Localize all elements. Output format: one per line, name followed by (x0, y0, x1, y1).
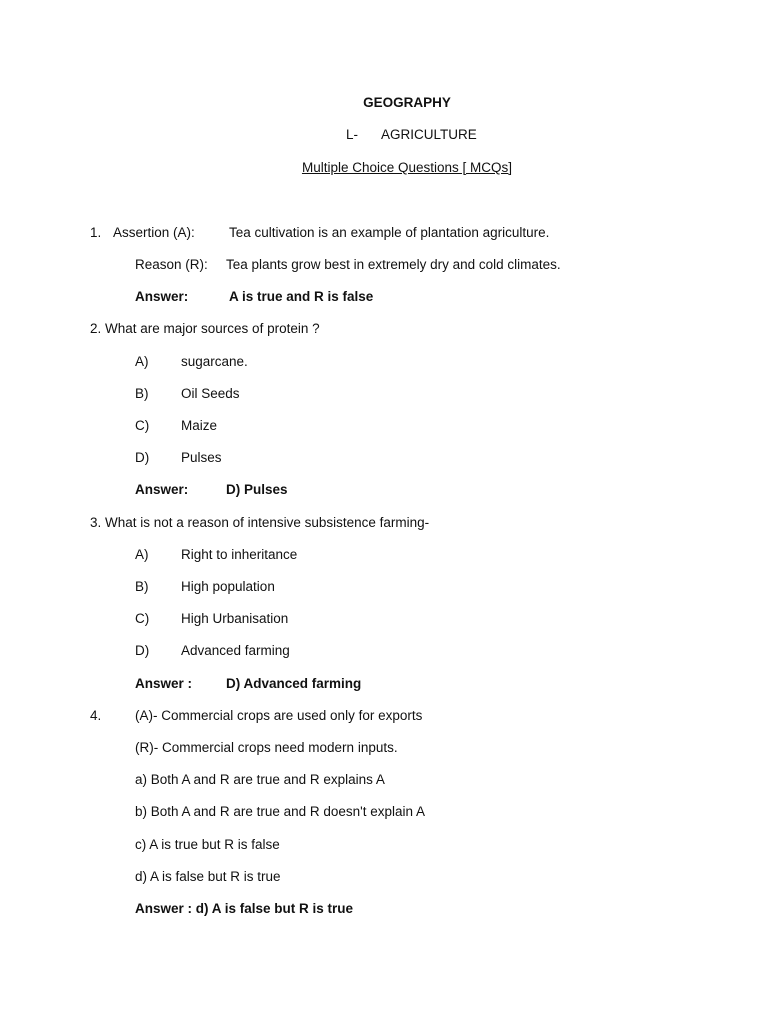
q2-option-text: Maize (181, 418, 218, 433)
q3-answer-label: Answer : (135, 676, 193, 691)
q4-option: c) A is true but R is false (135, 837, 280, 852)
q1-number: 1. (90, 225, 102, 240)
q3-question: 3. What is not a reason of intensive subsistence farming- (90, 515, 430, 530)
q2-answer-label: Answer: (135, 482, 189, 497)
q2-option-letter: D) (135, 450, 150, 465)
q4-option: a) Both A and R are true and R explains A (135, 772, 385, 787)
q4-answer: Answer : d) A is false but R is true (135, 901, 354, 916)
q2-option-letter: B) (135, 386, 149, 401)
q4-reason: (R)- Commercial crops need modern inputs. (135, 740, 398, 755)
q2-option-text: sugarcane. (181, 354, 248, 369)
q2-option-letter: A) (135, 354, 149, 369)
section-title: Multiple Choice Questions [ MCQs] (301, 160, 513, 175)
q4-option: b) Both A and R are true and R doesn't explain A (135, 804, 426, 819)
q3-option-text: High Urbanisation (181, 611, 289, 626)
q1-reason-text: Tea plants grow best in extremely dry and cold climates. (226, 257, 561, 272)
q3-answer-text: D) Advanced farming (226, 676, 362, 691)
q3-option-text: Advanced farming (181, 643, 290, 658)
q3-option-letter: C) (135, 611, 150, 626)
subject-title: GEOGRAPHY (363, 95, 451, 110)
q1-assertion-text: Tea cultivation is an example of plantation agriculture. (229, 225, 550, 240)
q3-option-letter: A) (135, 547, 149, 562)
q1-reason-label: Reason (R): (135, 257, 208, 272)
q1-assertion-label: Assertion (A): (113, 225, 195, 240)
q4-number: 4. (90, 708, 102, 723)
lesson-prefix: L- (346, 127, 359, 142)
q3-option-text: High population (181, 579, 275, 594)
q4-assertion: (A)- Commercial crops are used only for exports (135, 708, 423, 723)
q2-answer-text: D) Pulses (226, 482, 288, 497)
q2-option-letter: C) (135, 418, 150, 433)
q4-option: d) A is false but R is true (135, 869, 281, 884)
q2-option-text: Oil Seeds (181, 386, 240, 401)
q3-option-text: Right to inheritance (181, 547, 298, 562)
q3-option-letter: B) (135, 579, 149, 594)
q1-answer-text: A is true and R is false (229, 289, 374, 304)
lesson-title: AGRICULTURE (381, 127, 477, 142)
q2-option-text: Pulses (181, 450, 222, 465)
q2-question: 2. What are major sources of protein ? (90, 321, 320, 336)
q3-option-letter: D) (135, 643, 150, 658)
q1-answer-label: Answer: (135, 289, 189, 304)
